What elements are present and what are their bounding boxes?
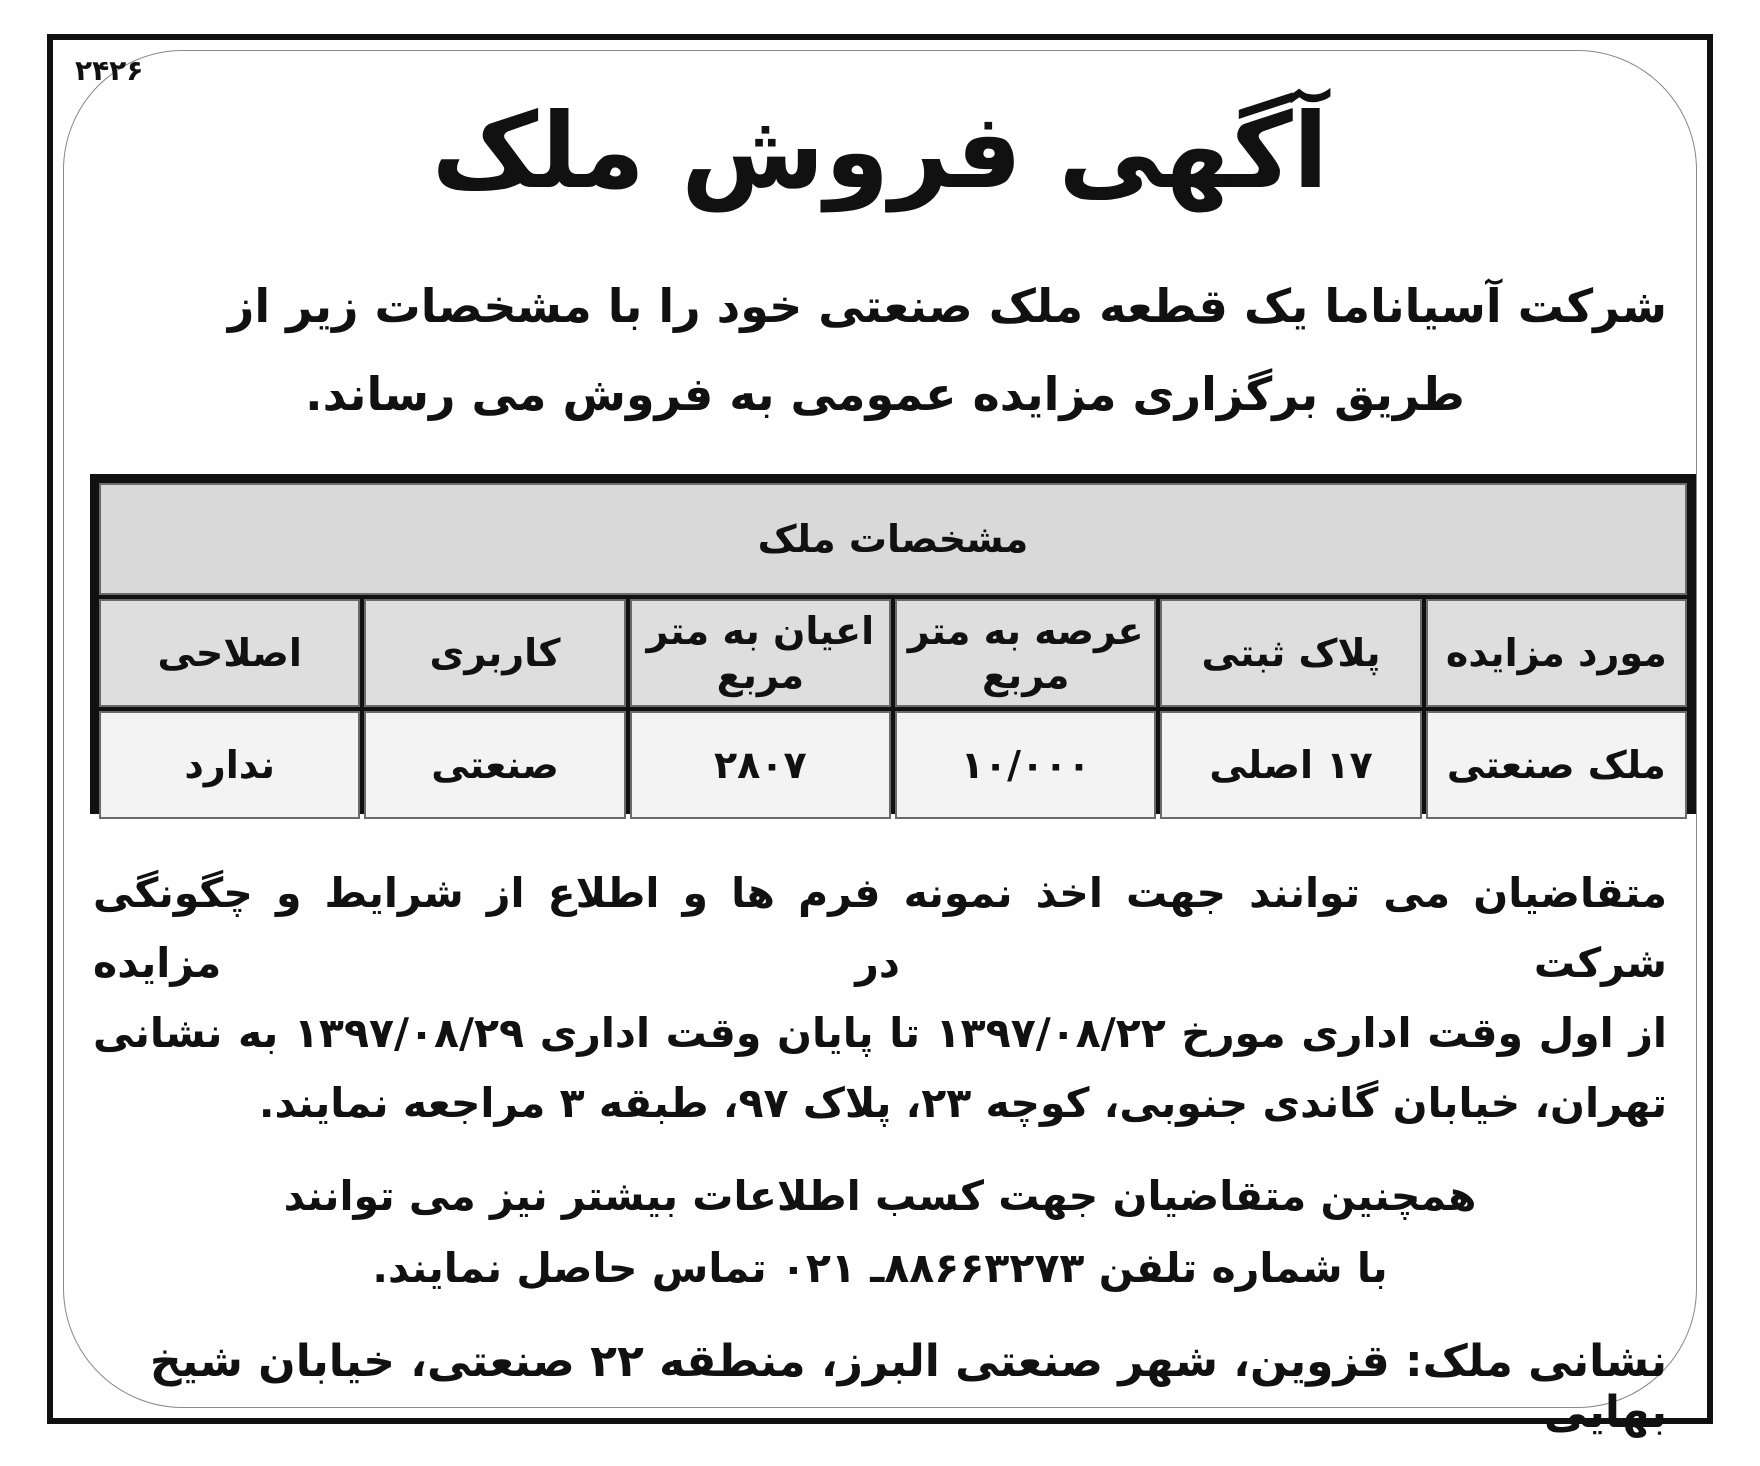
header-cell-usage: کاربری — [364, 599, 625, 707]
contact-line-1: همچنین متقاضیان جهت کسب اطلاعات بیشتر نیز می توانند — [283, 1172, 1477, 1220]
ad-code: ۲۴۲۶ — [75, 54, 144, 87]
ad-title: آگهی فروش ملک — [431, 90, 1329, 212]
ad-frame — [47, 34, 1713, 1438]
table-header-row — [99, 599, 1687, 707]
property-spec-table — [90, 474, 1696, 814]
value-cell-usage: صنعتی — [364, 711, 625, 819]
value-cell-plate: ۱۷ اصلی — [1160, 711, 1421, 819]
instructions-paragraph — [93, 858, 1667, 1138]
value-cell-land-area: ۱۰/۰۰۰ — [895, 711, 1156, 819]
intro-line-1: شرکت آسیاناما یک قطعه ملک صنعتی خود را با مشخصات زیر از — [227, 279, 1667, 333]
value-cell-amendment: ندارد — [99, 711, 360, 819]
property-address: نشانی ملک: قزوین، شهر صنعتی البرز، منطقه ۲۲ صنعتی، خیابان شیخ بهایی — [149, 1336, 1667, 1438]
instructions-line-3: تهران، خیابان گاندی جنوبی، کوچه ۲۳، پلاک ۹۷، طبقه ۳ مراجعه نمایند. — [258, 1079, 1667, 1127]
header-cell-land-area: عرصه به متر مربع — [895, 599, 1156, 707]
instructions-line-2: از اول وقت اداری مورخ ۱۳۹۷/۰۸/۲۲ تا پایان وقت اداری ۱۳۹۷/۰۸/۲۹ به نشانی — [93, 1009, 1667, 1057]
contact-paragraph — [93, 1160, 1667, 1304]
header-cell-amendment: اصلاحی — [99, 599, 360, 707]
spec-table — [95, 479, 1691, 823]
intro-paragraph — [103, 262, 1667, 438]
contact-line-2: با شماره تلفن ۸۸۶۶۳۲۷۳ـ ۰۲۱ تماس حاصل نمایند. — [372, 1244, 1388, 1292]
value-cell-building-area: ۲۸۰۷ — [630, 711, 891, 819]
instructions-line-1: متقاضیان می توانند جهت اخذ نمونه فرم ها و اطلاع از شرایط و چگونگی شرکت در مزایده — [93, 869, 1667, 987]
header-cell-item: مورد مزایده — [1426, 599, 1687, 707]
table-caption: مشخصات ملک — [99, 483, 1687, 595]
header-cell-building-area: اعیان به متر مربع — [630, 599, 891, 707]
header-cell-plate: پلاک ثبتی — [1160, 599, 1421, 707]
value-cell-item: ملک صنعتی — [1426, 711, 1687, 819]
table-row — [99, 711, 1687, 819]
intro-line-2: طریق برگزاری مزایده عمومی به فروش می رساند. — [305, 367, 1465, 421]
